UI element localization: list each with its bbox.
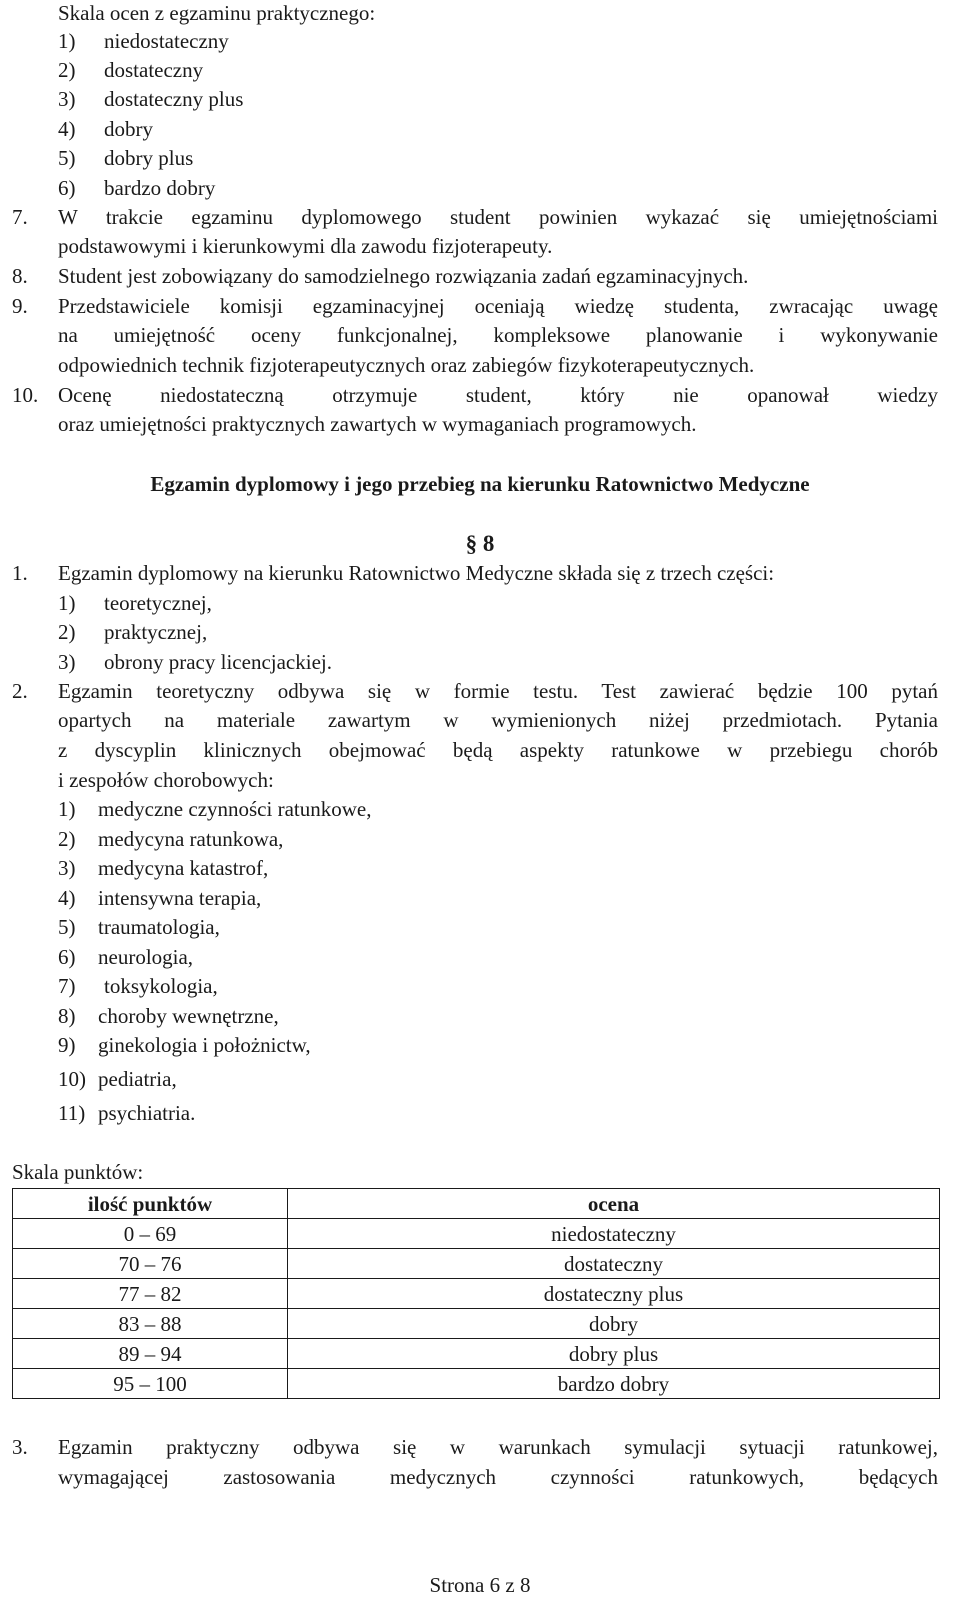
list-item-number: 1) (58, 29, 76, 53)
paragraph-number: 8. (12, 264, 28, 288)
table-row (13, 1219, 940, 1249)
points-scale-table (12, 1188, 940, 1399)
list-item: teoretycznej, (104, 591, 212, 615)
points-range-cell: 0 – 69 (13, 1219, 288, 1249)
paragraph-number: 2. (12, 679, 28, 703)
grade-cell: bardzo dobry (288, 1369, 940, 1399)
text-line: Egzamin dyplomowy na kierunku Ratownictwo Medyczne składa się z trzech części: (58, 561, 775, 585)
list-item: intensywna terapia, (98, 886, 262, 910)
grade-cell: dostateczny plus (288, 1279, 940, 1309)
list-item-number: 4) (58, 886, 76, 910)
text-line: na umiejętność oceny funkcjonalnej, kompleksowe planowanie i wykonywanie (58, 323, 938, 347)
paragraph-text (58, 678, 938, 763)
text-line: Egzamin praktyczny odbywa się w warunkach symulacji sytuacji ratunkowej, (58, 1435, 938, 1459)
list-item-number: 8) (58, 1004, 76, 1028)
list-item-number: 3) (58, 650, 76, 674)
table-row (13, 1249, 940, 1279)
list-item-number: 2) (58, 620, 76, 644)
text-line: Egzamin teoretyczny odbywa się w formie testu. Test zawierać będzie 100 pytań (58, 679, 938, 703)
list-item: niedostateczny (104, 29, 229, 53)
list-item-number: 6) (58, 945, 76, 969)
list-item-number: 2) (58, 827, 76, 851)
list-item: dostateczny plus (104, 87, 244, 111)
text-line: W trakcie egzaminu dyplomowego student powinien wykazać się umiejętnościami (58, 205, 938, 229)
text-line: podstawowymi i kierunkowymi dla zawodu fizjoterapeuty. (58, 234, 553, 258)
table-header-row (13, 1189, 940, 1219)
paragraph-number: 3. (12, 1435, 28, 1459)
list-item: toksykologia, (104, 974, 218, 998)
column-header-grade: ocena (288, 1189, 940, 1219)
points-range-cell: 70 – 76 (13, 1249, 288, 1279)
text-line: Student jest zobowiązany do samodzielnego rozwiązania zadań egzaminacyjnych. (58, 264, 749, 288)
text-line: Ocenę niedostateczną otrzymuje student, który nie opanował wiedzy (58, 383, 938, 407)
list-item: praktycznej, (104, 620, 208, 644)
list-item: bardzo dobry (104, 176, 216, 200)
text-line: odpowiednich technik fizjoterapeutycznych oraz zabiegów fizykoterapeutycznych. (58, 353, 755, 377)
section-heading: Egzamin dyplomowy i jego przebieg na kierunku Ratownictwo Medyczne (150, 472, 810, 496)
list-item: psychiatria. (98, 1101, 196, 1125)
table-row (13, 1339, 940, 1369)
list-item: medycyna ratunkowa, (98, 827, 284, 851)
table-row (13, 1309, 940, 1339)
list-item-number: 6) (58, 176, 76, 200)
table-row (13, 1369, 940, 1399)
text-line: z dyscyplin klinicznych obejmować będą aspekty ratunkowe w przebiegu chorób (58, 738, 938, 762)
paragraph-text (58, 293, 938, 348)
list-item-number: 3) (58, 87, 76, 111)
grade-cell: dostateczny (288, 1249, 940, 1279)
list-item: ginekologia i położnictw, (98, 1033, 311, 1057)
list-item-number: 11) (58, 1101, 86, 1125)
points-range-cell: 95 – 100 (13, 1369, 288, 1399)
list-item: pediatria, (98, 1067, 177, 1091)
list-item-number: 3) (58, 856, 76, 880)
text-line: opartych na materiale zawartym w wymienionych niżej przedmiotach. Pytania (58, 708, 938, 732)
page-footer: Strona 6 z 8 (429, 1573, 531, 1597)
paragraph-number: 9. (12, 294, 28, 318)
list-item-number: 2) (58, 58, 76, 82)
list-item-number: 1) (58, 591, 76, 615)
paragraph-number: 1. (12, 561, 28, 585)
grade-cell: niedostateczny (288, 1219, 940, 1249)
paragraph-text (58, 382, 938, 408)
list-item: traumatologia, (98, 915, 220, 939)
table-row (13, 1279, 940, 1309)
text-line: oraz umiejętności praktycznych zawartych w wymaganiach programowych. (58, 412, 697, 436)
list-item-number: 9) (58, 1033, 76, 1057)
list-item-number: 5) (58, 915, 76, 939)
text-line: Przedstawiciele komisji egzaminacyjnej oceniają wiedzę studenta, zwracając uwagę (58, 294, 938, 318)
paragraph-text (58, 1434, 938, 1490)
points-range-cell: 89 – 94 (13, 1339, 288, 1369)
list-item: obrony pracy licencjackiej. (104, 650, 332, 674)
list-item: dostateczny (104, 58, 204, 82)
list-item: choroby wewnętrzne, (98, 1004, 279, 1028)
list-item-number: 5) (58, 146, 76, 170)
list-item-number: 10) (58, 1067, 86, 1091)
list-item: dobry plus (104, 146, 194, 170)
grade-cell: dobry (288, 1309, 940, 1339)
list-item-number: 4) (58, 117, 76, 141)
points-scale-title: Skala punktów: (12, 1160, 144, 1184)
column-header-points: ilość punktów (13, 1189, 288, 1219)
list-item-number: 1) (58, 797, 76, 821)
grade-cell: dobry plus (288, 1339, 940, 1369)
paragraph-number: 10. (12, 383, 39, 407)
paragraph-number: 7. (12, 205, 28, 229)
list-item-number: 7) (58, 974, 76, 998)
points-range-cell: 77 – 82 (13, 1279, 288, 1309)
paragraph-text (58, 204, 938, 230)
list-item: dobry (104, 117, 153, 141)
text-line: wymagającej zastosowania medycznych czynności ratunkowych, będących (58, 1465, 938, 1489)
paragraph-mark: § 8 (465, 531, 495, 556)
text-line: i zespołów chorobowych: (58, 768, 274, 792)
list-item: medycyna katastrof, (98, 856, 269, 880)
list-item: medyczne czynności ratunkowe, (98, 797, 372, 821)
practical-scale-title: Skala ocen z egzaminu praktycznego: (58, 1, 376, 25)
points-range-cell: 83 – 88 (13, 1309, 288, 1339)
list-item: neurologia, (98, 945, 194, 969)
